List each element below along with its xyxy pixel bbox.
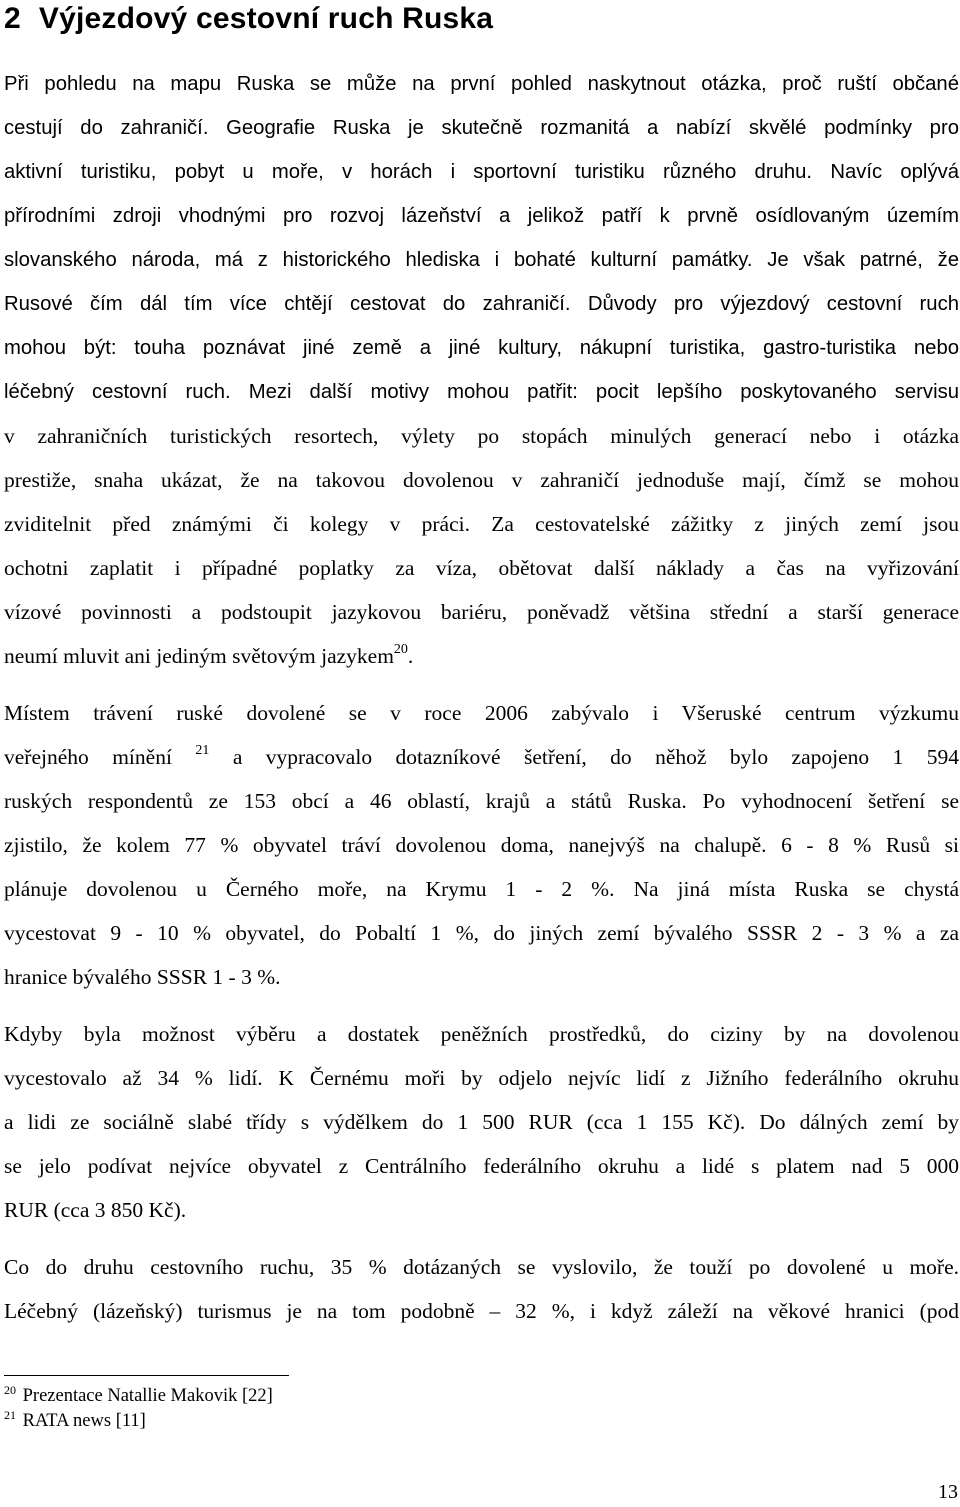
text-span: Rusové čím dál tím více chtějí cestovat do zahraničí. xyxy=(4,293,571,315)
footnote-number: 21 xyxy=(4,1408,16,1422)
text-span: . xyxy=(407,644,414,668)
footnote-item xyxy=(4,1384,273,1409)
footnote-reference: 21 xyxy=(195,743,210,758)
text-line xyxy=(4,634,959,678)
footnotes xyxy=(4,1384,273,1434)
footnote-reference: 20 xyxy=(393,642,408,657)
text-line: zjistilo, že kolem 77 % obyvatel tráví dovolenou doma, nanejvýš na chalupě. 6 - 8 % Rusů si xyxy=(4,833,959,857)
paragraph-outbound-motives xyxy=(4,62,959,678)
footnote-item xyxy=(4,1409,273,1434)
text-line: ruských respondentů ze 153 obcí a 46 oblastí, krajů a států Ruska. Po vyhodnocení šetření se xyxy=(4,789,959,813)
text-line: Při pohledu na mapu Ruska se může na první pohled naskytnout otázka, proč ruští občané xyxy=(4,73,959,95)
text-line: cestují do zahraničí. Geografie Ruska je skutečně rozmanitá a nabízí skvělé podmínky pro xyxy=(4,117,959,139)
text-span: a vypracovalo dotazníkové šetření, do něhož bylo zapojeno 1 594 xyxy=(232,745,960,769)
chapter-heading xyxy=(4,2,493,36)
chapter-title: Výjezdový cestovní ruch Ruska xyxy=(38,2,494,35)
footnote-text: RATA news [11] xyxy=(22,1411,146,1431)
text-line: v zahraničních turistických resortech, výlety po stopách minulých generací nebo i otázka xyxy=(4,424,959,448)
text-line: RUR (cca 3 850 Kč). xyxy=(4,1198,187,1222)
text-line: vycestovat 9 - 10 % obyvatel, do Pobaltí 1 %, do jiných zemí bývalého SSSR 2 - 3 % a za xyxy=(4,921,959,945)
text-line: Léčebný (lázeňský) turismus je na tom podobně – 32 %, i když záleží na věkové hranici (pod xyxy=(4,1299,959,1323)
text-line: se jelo podívat nejvíce obyvatel z Centrálního federálního okruhu a lidé s platem nad 5 000 xyxy=(4,1154,959,1178)
text-span: veřejného mínění xyxy=(4,745,172,769)
text-line: vízové povinnosti a podstoupit jazykovou bariéru, poněvadž většina střední a starší generace xyxy=(4,600,959,624)
text-line xyxy=(4,282,959,326)
paragraph-travel-preferences xyxy=(4,1012,959,1232)
text-line: Co do druhu cestovního ruchu, 35 % dotázaných se vyslovilo, že touží po dovolené u moře. xyxy=(4,1255,959,1279)
text-span: léčebný cestovní ruch. xyxy=(4,381,231,403)
chapter-number: 2 xyxy=(4,2,21,35)
text-line: plánuje dovolenou u Černého moře, na Krymu 1 - 2 %. Na jiná místa Ruska se chystá xyxy=(4,877,959,901)
text-line xyxy=(4,735,959,779)
text-span: Mezi další motivy mohou patřit: pocit lepšího poskytovaného servisu xyxy=(248,381,959,403)
text-line: Kdyby byla možnost výběru a dostatek peněžních prostředků, do ciziny by na dovolenou xyxy=(4,1022,959,1046)
text-span: neumí mluvit ani jediným světovým jazykem xyxy=(4,644,394,668)
text-span: slovanského národa, má z historického hlediska i bohaté kulturní památky. xyxy=(4,249,753,271)
text-line: hranice bývalého SSSR 1 - 3 %. xyxy=(4,965,281,989)
text-line xyxy=(4,370,959,414)
text-span: Navíc oplývá xyxy=(830,161,960,183)
footnote-divider xyxy=(4,1375,289,1376)
paragraph-tourism-types xyxy=(4,1245,959,1333)
text-line: vycestovalo až 34 % lidí. K Černému moři by odjelo nejvíc lidí z Jižního federálního okruhu xyxy=(4,1066,959,1090)
footnote-text: Prezentace Natallie Makovik [22] xyxy=(22,1386,273,1406)
text-line: prestiže, snaha ukázat, že na takovou dovolenou v zahraničí jednoduše mají, čímž se mohou xyxy=(4,468,959,492)
text-line xyxy=(4,502,959,546)
text-span: aktivní turistiku, pobyt u moře, v horách i sportovní turistiku různého druhu. xyxy=(4,161,813,183)
text-line: Místem trávení ruské dovolené se v roce 2006 zabývalo i Všeruské centrum výzkumu xyxy=(4,701,959,725)
text-span: Důvody pro výjezdový cestovní ruch xyxy=(587,293,960,315)
text-line: přírodními zdroji vhodnými pro rozvoj lázeňství a jelikož patří k prvně osídlovaným územím xyxy=(4,205,959,227)
text-line xyxy=(4,150,959,194)
text-line: mohou být: touha poznávat jiné země a jiné kultury, nákupní turistika, gastro-turistika nebo xyxy=(4,337,959,359)
paragraph-survey-2006 xyxy=(4,691,959,999)
text-span: Za cestovatelské zážitky z jiných zemí jsou xyxy=(491,512,960,536)
text-span: zviditelnit před známými či kolegy v práci. xyxy=(4,512,470,536)
text-span: Je však patrné, že xyxy=(767,249,960,271)
text-line: ochotni zaplatit i případné poplatky za víza, obětovat další náklady a čas na vyřizování xyxy=(4,556,959,580)
footnote-number: 20 xyxy=(4,1383,16,1397)
text-line xyxy=(4,238,959,282)
page-number: 13 xyxy=(938,1481,958,1503)
text-line: a lidi ze sociálně slabé třídy s výdělkem do 1 500 RUR (cca 1 155 Kč). Do dálných zemí by xyxy=(4,1110,959,1134)
